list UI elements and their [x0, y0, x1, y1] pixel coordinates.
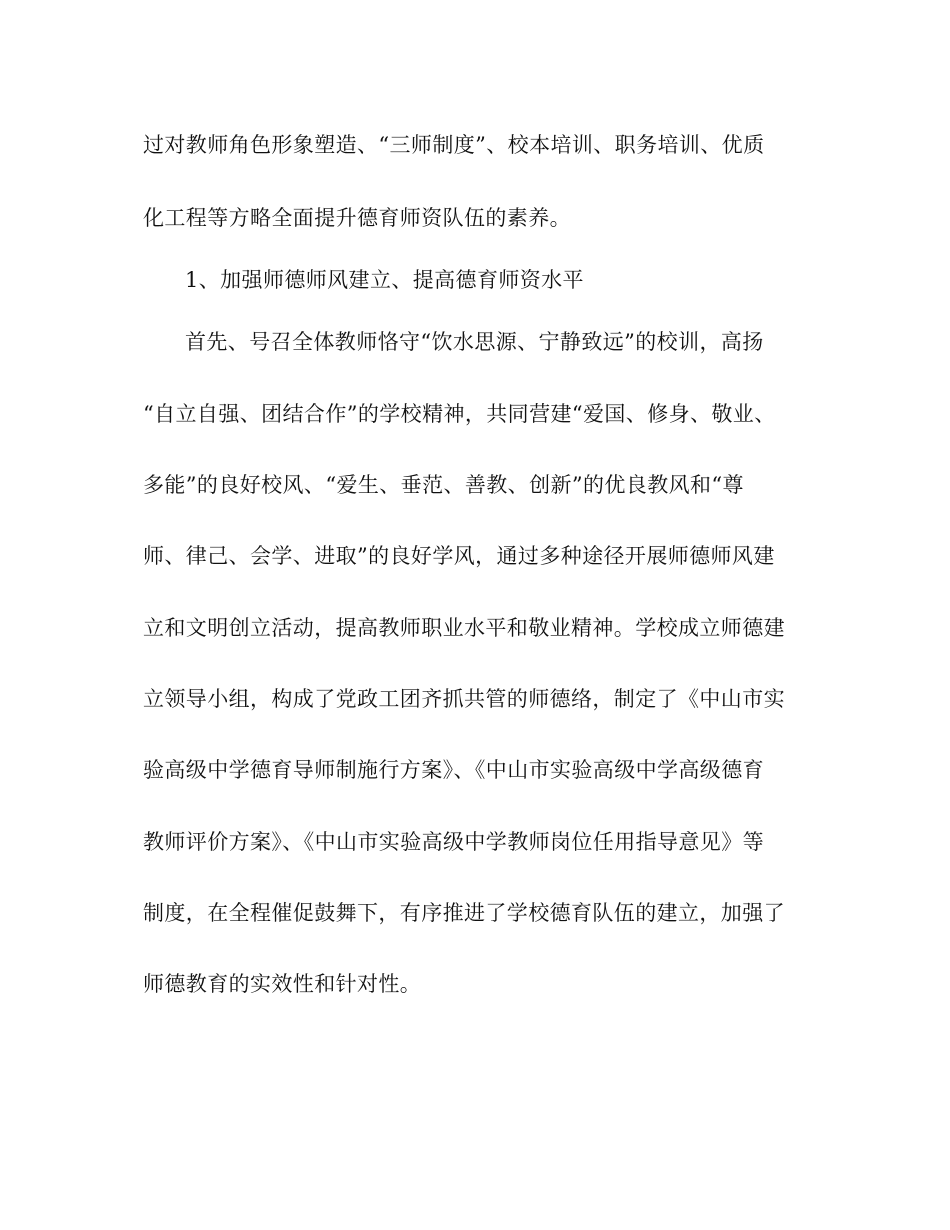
paragraph-line: 立领导小组，构成了党政工团齐抓共管的师德络，制定了《中山市实	[143, 687, 785, 711]
paragraph-line: 立和文明创立活动，提高教师职业水平和敬业精神。学校成立师德建	[143, 616, 785, 640]
paragraph-line: 多能”的良好校风、“爱生、垂范、善教、创新”的优良教风和“尊	[143, 473, 744, 497]
paragraph-line: 师、律己、会学、进取”的良好学风，通过多种途径开展师德师风建	[143, 544, 775, 568]
section-heading: 1、加强师德师风建立、提高德育师资水平	[185, 268, 584, 292]
paragraph-line: 制度，在全程催促鼓舞下，有序推进了学校德育队伍的建立，加强了	[143, 901, 785, 925]
paragraph-line: 师德教育的实效性和针对性。	[143, 972, 422, 996]
paragraph-line: 教师评价方案》、《中山市实验高级中学教师岗位任用指导意见》等	[143, 830, 764, 854]
paragraph-line: 首先、号召全体教师恪守“饮水思源、宁静致远”的校训，高扬	[185, 330, 764, 354]
paragraph-line: “自立自强、团结合作”的学校精神，共同营建“爱国、修身、敬业、	[143, 402, 776, 426]
paragraph-line: 过对教师角色形象塑造、“三师制度”、校本培训、职务培训、优质	[143, 133, 765, 157]
paragraph-line: 验高级中学德育导师制施行方案》、《中山市实验高级中学高级德育	[143, 758, 764, 782]
paragraph-line: 化工程等方略全面提升德育师资队伍的素养。	[143, 206, 571, 230]
